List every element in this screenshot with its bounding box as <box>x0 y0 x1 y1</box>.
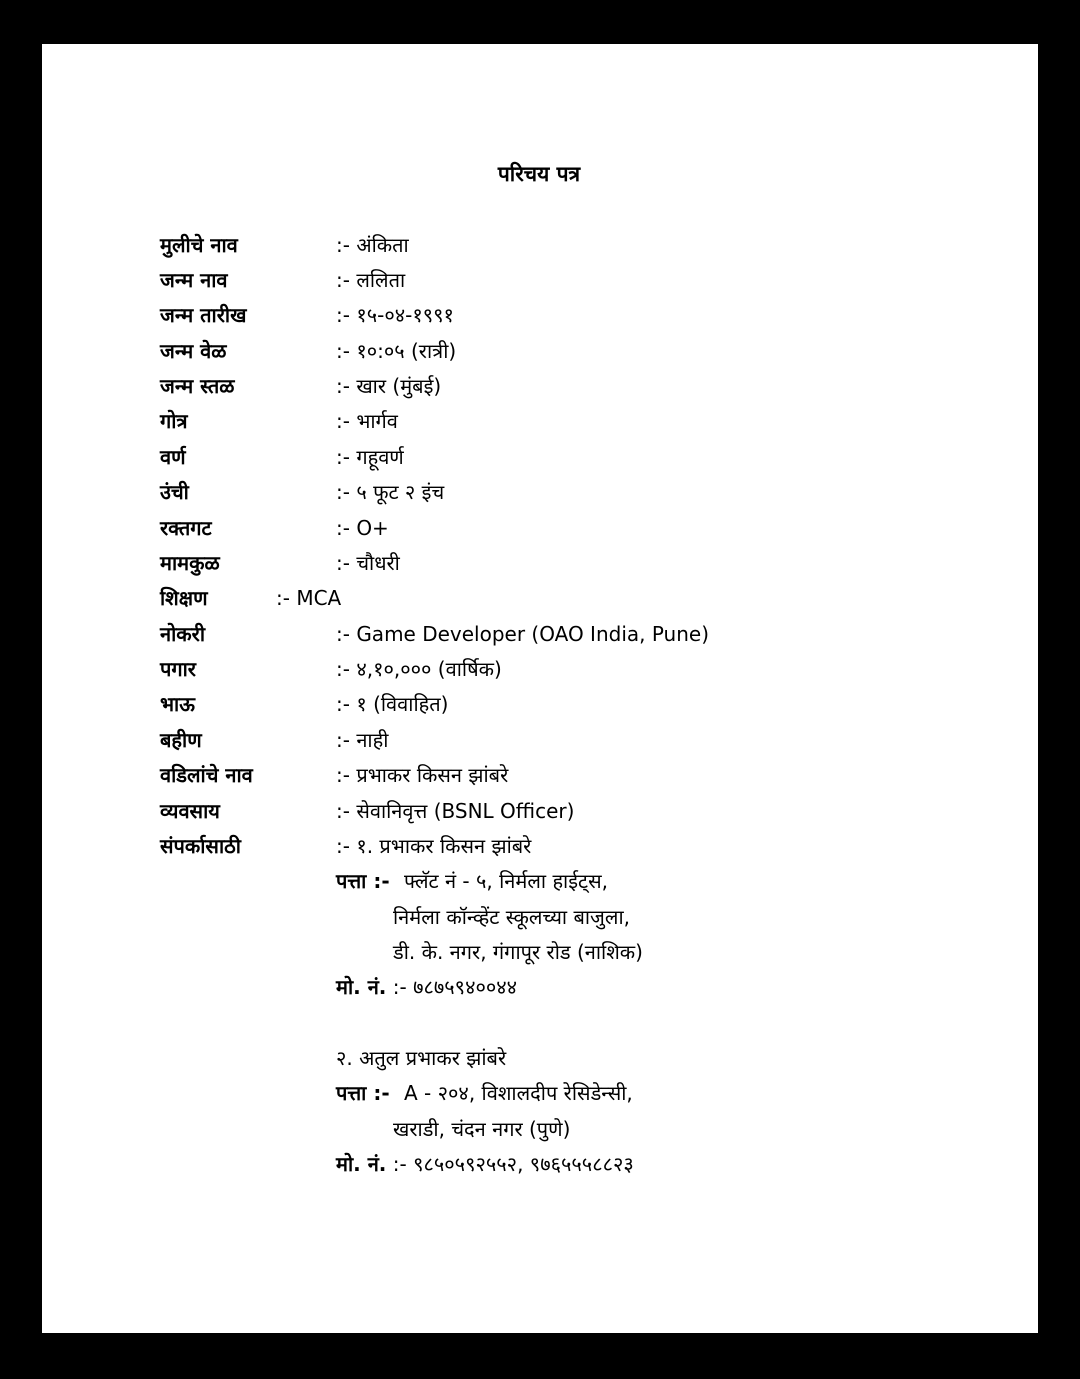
field-value: :- १५-०४-१९९१ <box>336 303 454 327</box>
field-label: जन्म वेळ <box>160 339 227 363</box>
field-value: :- सेवानिवृत्त (BSNL Officer) <box>336 799 575 823</box>
contact2-mobile-value: :- ९८५०५९२५५२, ९७६५५५८८२३ <box>392 1152 634 1176</box>
field-value: :- १ (विवाहित) <box>336 692 449 716</box>
field-label: मुलीचे नाव <box>160 233 238 257</box>
contact1-address-line: डी. के. नगर, गंगापूर रोड (नाशिक) <box>393 940 643 964</box>
contact1-mobile-label: मो. नं. <box>336 975 387 999</box>
field-label: वर्ण <box>160 445 186 469</box>
field-value: :- O+ <box>336 516 389 540</box>
field-value: :- ४,१०,००० (वार्षिक) <box>336 657 502 681</box>
contact1-address-line: फ्लॅट नं - ५, निर्मला हाईट्स, <box>404 869 609 893</box>
contact2-mobile <box>336 1147 634 1182</box>
field-value: :- १. प्रभाकर किसन झांबरे <box>336 834 532 858</box>
field-label: गोत्र <box>160 409 188 433</box>
field-label: भाऊ <box>160 692 195 716</box>
field-label: बहीण <box>160 728 202 752</box>
contact2-mobile-label: मो. नं. <box>336 1152 387 1176</box>
field-label: व्यवसाय <box>160 799 220 823</box>
field-label: जन्म तारीख <box>160 303 247 327</box>
contact2-address-line: खराडी, चंदन नगर (पुणे) <box>393 1117 571 1141</box>
field-value: :- भार्गव <box>336 409 398 433</box>
field-value: :- खार (मुंबई) <box>336 374 442 398</box>
document-title: परिचय पत्र <box>497 162 581 186</box>
field-value: :- ५ फूट २ इंच <box>336 480 445 504</box>
field-value: :- १०:०५ (रात्री) <box>336 339 457 363</box>
field-value: :- प्रभाकर किसन झांबरे <box>336 763 509 787</box>
field-label: रक्तगट <box>160 516 212 540</box>
field-label: मामकुळ <box>160 551 220 575</box>
field-label: पगार <box>160 657 196 681</box>
field-label: उंची <box>160 480 189 504</box>
field-value: :- Game Developer (OAO India, Pune) <box>336 622 710 646</box>
contact1-mobile <box>336 970 517 1005</box>
field-value: :- MCA <box>276 586 342 610</box>
field-value: :- गहूवर्ण <box>336 445 404 469</box>
field-value: :- नाही <box>336 728 389 752</box>
contact1-mobile-value: :- ७८७५९४००४४ <box>392 975 518 999</box>
field-label: जन्म नाव <box>160 268 228 292</box>
field-value: :- अंकिता <box>336 233 409 257</box>
field-label: जन्म स्तळ <box>160 374 235 398</box>
field-value: :- चौधरी <box>336 551 400 575</box>
contact1-address-label: पत्ता :- <box>336 869 390 893</box>
field-label: संपर्कासाठी <box>160 834 241 858</box>
field-label: वडिलांचे नाव <box>160 763 253 787</box>
contact2-name: २. अतुल प्रभाकर झांबरे <box>336 1046 507 1070</box>
contact1-address-line: निर्मला कॉन्व्हेंट स्कूलच्या बाजुला, <box>393 905 630 929</box>
field-value: :- ललिता <box>336 268 406 292</box>
field-label: शिक्षण <box>160 586 208 610</box>
contact2-address-line: A - २०४, विशालदीप रेसिडेन्सी, <box>404 1081 633 1105</box>
contact2-address-label: पत्ता :- <box>336 1081 390 1105</box>
field-label: नोकरी <box>160 622 205 646</box>
